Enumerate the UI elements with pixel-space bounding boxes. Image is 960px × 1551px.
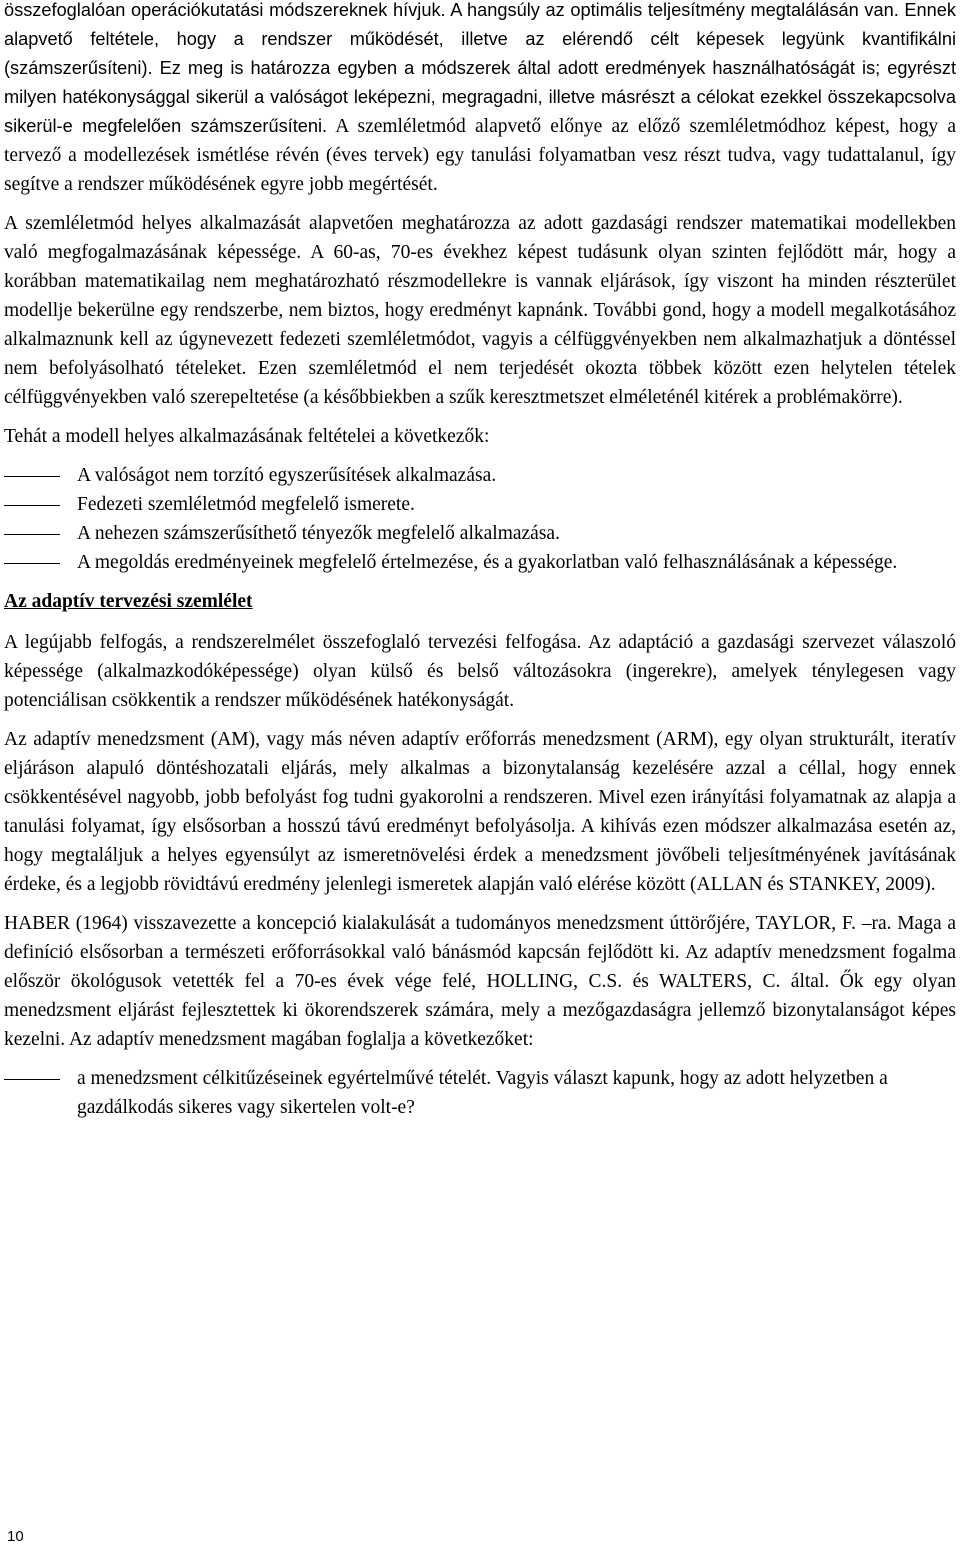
paragraph-conditions-intro: Tehát a modell helyes alkalmazásának feltételei a következők: [4,426,490,447]
document-body [4,0,956,1132]
list-item-text: Fedezeti szemléletmód megfelelő ismerete. [77,494,415,515]
list-item [4,1064,956,1122]
paragraph-model-application: A szemléletmód helyes alkalmazását alapvetően meghatározza az adott gazdasági rendszer matematikai modellekben való megfogalmazásának képessége. A 60-as, 70-es évekhez képest tudásunk olyan szinten fejlődött már, hogy a korábban matematikailag nem meghatározható részmodellekre is vannak eljárások, így viszont ha minden részterület modellje bekerülne egy rendszerbe, nem biztos, hogy eredményt kapnánk. További gond, hogy a modell megalkotásához alkalmaznunk kell az úgynevezett fedezeti szemléletmódot, vagyis a célfüggvényekben nem alkalmazhatjuk a döntéssel nem befolyásolható tételeket. Ezen szemléletmód el nem terjedését okozta többek között ezen helytelen tételek célfüggvényekben való szerepeltetése (a későbbiekben a szűk keresztmetszet elméleténél kitérek a problémakörre). [4,213,956,408]
list-item-text: a menedzsment célkitűzéseinek egyértelművé tételét. Vagyis választ kapunk, hogy az adott helyzetben a gazdálkodás sikeres vagy sikertelen volt-e? [77,1068,888,1118]
section-heading: Az adaptív tervezési szemlélet [4,591,253,612]
list-item [4,461,956,490]
list-item-text: A megoldás eredményeinek megfelelő értelmezése, és a gyakorlatban való felhasználásának a képessége. [77,552,898,573]
document-page [4,0,956,1551]
list-item-text: A valóságot nem torzító egyszerűsítések alkalmazása. [77,465,497,486]
list-item [4,548,956,577]
paragraph-adaptive-management: Az adaptív menedzsment (AM), vagy más néven adaptív erőforrás menedzsment (ARM), egy olyan strukturált, iteratív eljáráson alapuló döntéshozatali eljárás, mely alkalmas a bizonytalanság kezelésére azzal a céllal, hogy ennek csökkentésével nagyobb, jobb befolyást fog tudni gyakorolni a rendszeren. Mivel ezen irányítási folyamatnak az alapja a tanulási folyamat, így elsősorban a hosszú távú eredményt befolyásolja. A kihívás ezen módszer alkalmazása esetén az, hogy megtaláljuk a helyes egyensúlyt az ismeretnövelési érdek a menedzsment jövőbeli teljesítményének javításának érdeke, és a legjobb rövidtávú eredmény jelenlegi ismeretek alapján való elérése között (ALLAN és STANKEY, 2009). [4,729,956,895]
conditions-list [4,461,956,577]
paragraph-operations-research [4,0,956,199]
paragraph-text-serif: A szemléletmód alapvető előnye az előző szemléletmódhoz képest, hogy a tervező a modellezések ismétlése révén (éves tervek) egy tanulási folyamatban vesz részt tudva, vagy tudattalanul, így segítve a rendszer működésének egyre jobb megértését. [4,116,957,195]
paragraph-history: HABER (1964) visszavezette a koncepció kialakulását a tudományos menedzsment úttörőjére, TAYLOR, F. –ra. Maga a definíció elsősorban a természeti erőforrásokkal való bánásmód kapcsán fejlődött ki. Az adaptív menedzsment fogalma először ökológusok vetették fel a 70-es évek vége felé, HOLLING, C.S. és WALTERS, C. által. Ők egy olyan menedzsment eljárást fejlesztettek ki ökorendszerek számára, mely a mezőgazdaságra jellemző bizonytalanságot képes kezelni. Az adaptív menedzsment magában foglalja a következőket: [4,913,956,1050]
adaptive-management-list [4,1064,956,1122]
paragraph-text-sans: összefoglalóan operációkutatási módszereknek hívjuk. A hangsúly az optimális teljesítmény megtalálásán van. Ennek alapvető feltétele, hogy a rendszer működését, illetve az elérendő célt képesek legyünk kvantifikálni (számszerűsíteni). Ez meg is határozza egyben a módszerek által adott eredmények használhatóságát is; egyrészt milyen hatékonysággal sikerül a valóságot leképezni, megragadni, illetve másrészt a célokat ezekkel összekapcsolva sikerül-e megfelelően számszerűsíteni. [4,0,956,136]
list-item [4,490,956,519]
list-item-text: A nehezen számszerűsíthető tényezők megfelelő alkalmazása. [77,523,560,544]
paragraph-adaptation: A legújabb felfogás, a rendszerelmélet összefoglaló tervezési felfogása. Az adaptáció a gazdasági szervezet válaszoló képessége (alkalmazkodóképessége) olyan külső és belső változásokra (ingerekre), amelyek ténylegesen vagy potenciálisan csökkentik a rendszer működésének hatékonyságát. [4,632,956,711]
list-item [4,519,956,548]
page-number: 10 [7,1528,24,1545]
